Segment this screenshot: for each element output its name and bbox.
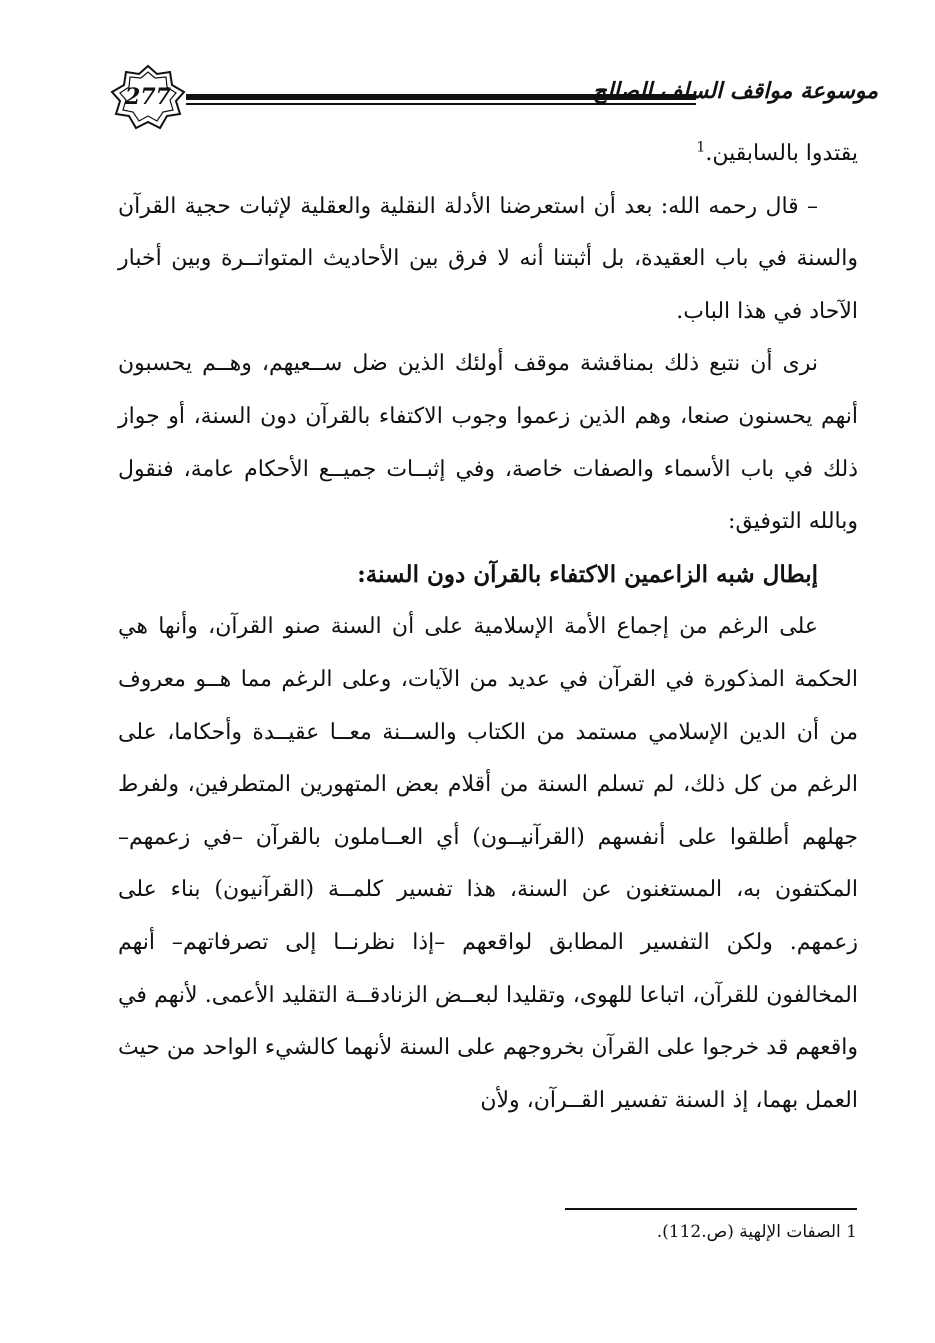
page-header [108, 64, 878, 134]
section-heading: إبطال شبه الزاعمين الاكتفاء بالقرآن دون السنة: [357, 560, 818, 588]
page-number: 277 [125, 84, 171, 110]
paragraph: على الرغم من إجماع الأمة الإسلامية على أن السنة صنو القرآن، وأنها هي الحكمة المذكورة في القرآن في عديد من الآيات، وعلى الرغم مما هــو معروف من أن الدين الإسلامي مستمد من الكتاب والســنة معــا عقيــدة وأحكاما، على الرغم من كل ذلك، لم تسلم السنة من أقلام بعض المتهورين المتطرفين، ولفرط جهلهم أطلقوا على أنفسهم (القرآنيــون) أي العــاملون بالقرآن –في زعمهم– المكتفون به، المستغنون عن السنة، هذا تفسير كلمــة (القرآنيون) بناء على زعمهم. ولكن التفسير المطابق لواقعهم –إذا نظرنــا إلى تصرفاتهم– أنهم المخالفون للقرآن، اتباعا للهوى، وتقليدا لبعــض الزنادقــة التقليد الأعمى. لأنهم في واقعهم قد خرجوا على القرآن بخروجهم على السنة لأنهما كالشيء الواحد من حيث العمل بهما، إذ السنة تفسير القــرآن، ولأن [118, 614, 858, 1113]
footnote-number: 1 [846, 1222, 857, 1242]
footnote-ref: 1 [696, 139, 706, 156]
series-title: موسوعة مواقف السلف الصالح [592, 78, 878, 104]
body-text [118, 128, 858, 1127]
continuation-text: يقتدوا بالسابقين. [705, 141, 858, 166]
footnote-text: الصفات الإلهية (ص.112). [656, 1222, 841, 1242]
continuation-line [118, 128, 858, 181]
footnote-separator [565, 1208, 857, 1210]
page-number-badge [108, 64, 188, 134]
footnote [357, 1218, 857, 1246]
paragraph: نرى أن نتبع ذلك بمناقشة موقف أولئك الذين ضل ســعيهم، وهــم يحسبون أنهم يحسنون صنعا، وهم الذين زعموا وجوب الاكتفاء بالقرآن دون السنة، أو جواز ذلك في باب الأسماء والصفات خاصة، وفي إثبــات جميــع الأحكام عامة، فنقول وبالله التوفيق: [118, 351, 858, 535]
paragraph: – قال رحمه الله: بعد أن استعرضنا الأدلة النقلية والعقلية لإثبات حجية القرآن والسنة في باب العقيدة، بل أثبتنا أنه لا فرق بين الأحاديث المتواتــرة وبين أخبار الآحاد في هذا الباب. [118, 193, 858, 324]
